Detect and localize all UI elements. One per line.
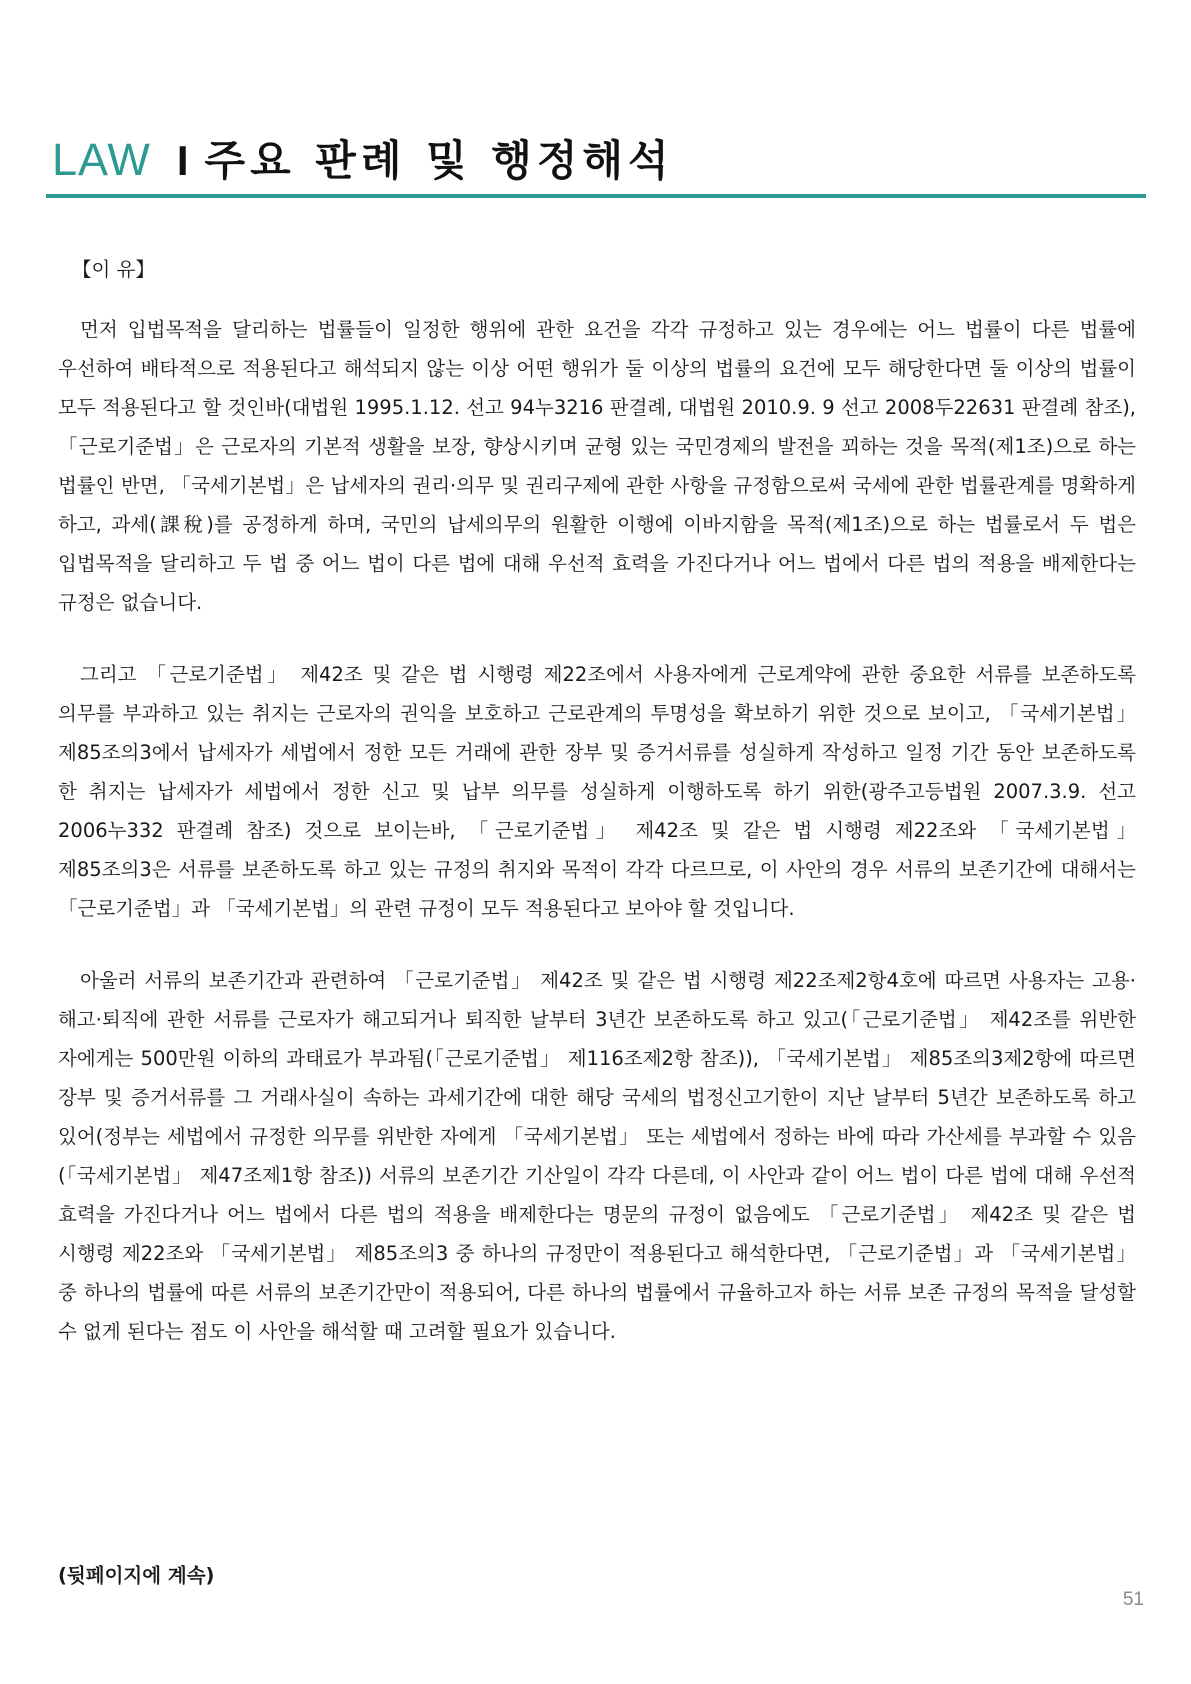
paragraph-1: 먼저 입법목적을 달리하는 법률들이 일정한 행위에 관한 요건을 각각 규정하고 있는 경우에는 어느 법률이 다른 법률에 우선하여 배타적으로 적용된다고 해석되지 않는 이상 어떤 행위가 둘 이상의 법률의 요건에 모두 해당한다면 둘 이상의 법률이 모두 적용된다고 할 것인바(대법원 1995.1.12. 선고 94누3216 판결례, 대법원 2010.9. 9 선고 2008두22631 판결례 참조), 「근로기준법」은 근로자의 기본적 생활을 보장, 향상시키며 균형 있는 국민경제의 발전을 꾀하는 것을 목적(제1조)으로 하는 법률인 반면, 「국세기본법」은 납세자의 권리·의무 및 권리구제에 관한 사항을 규정함으로써 국세에 관한 법률관계를 명확하게 하고, 과세(課稅)를 공정하게 하며, 국민의 납세의무의 원활한 이행에 이바지함을 목적(제1조)으로 하는 법률로서 두 법은 입법목적을 달리하고 두 법 중 어느 법이 다른 법에 대해 우선적 효력을 가진다거나 어느 법에서 다른 법의 적용을 배제한다는 규정은 없습니다. [58,318,1136,614]
reason-heading: 【이 유】 [72,258,155,281]
paragraph-2: 그리고 「근로기준법」 제42조 및 같은 법 시행령 제22조에서 사용자에게 근로계약에 관한 중요한 서류를 보존하도록 의무를 부과하고 있는 취지는 근로자의 권익을 보호하고 근로관계의 투명성을 확보하기 위한 것으로 보이고, 「국세기본법」 제85조의3에서 납세자가 세법에서 정한 모든 거래에 관한 장부 및 증거서류를 성실하게 작성하고 일정 기간 동안 보존하도록 한 취지는 납세자가 세법에서 정한 신고 및 납부 의무를 성실하게 이행하도록 하기 위한(광주고등법원 2007.3.9. 선고 2006누332 판결례 참조) 것으로 보이는바, 「근로기준법」 제42조 및 같은 법 시행령 제22조와 「국세기본법」 제85조의3은 서류를 보존하도록 하고 있는 규정의 취지와 목적이 각각 다르므로, 이 사안의 경우 서류의 보존기간에 대해서는 「근로기준법」과 「국세기본법」의 관련 규정이 모두 적용된다고 보아야 할 것입니다. [58,663,1136,920]
section-label: LAW [52,134,151,185]
header-title-row [52,128,674,188]
header-divider [46,194,1146,198]
page-title: 주요 판례 및 행정해석 [204,136,674,185]
page-header [46,128,1146,196]
page-number: 51 [1122,1589,1144,1610]
title-separator: I [176,137,189,184]
document-body [58,258,1136,1351]
continued-note: (뒷페이지에 계속) [58,1564,215,1587]
paragraph-3: 아울러 서류의 보존기간과 관련하여 「근로기준법」 제42조 및 같은 법 시행령 제22조제2항4호에 따르면 사용자는 고용·해고·퇴직에 관한 서류를 근로자가 해고되거나 퇴직한 날부터 3년간 보존하도록 하고 있고(「근로기준법」 제42조를 위반한 자에게는 500만원 이하의 과태료가 부과됨(「근로기준법」 제116조제2항 참조)), 「국세기본법」 제85조의3제2항에 따르면 장부 및 증거서류를 그 거래사실이 속하는 과세기간에 대한 해당 국세의 법정신고기한이 지난 날부터 5년간 보존하도록 하고 있어(정부는 세법에서 규정한 의무를 위반한 자에게 「국세기본법」 또는 세법에서 정하는 바에 따라 가산세를 부과할 수 있음(「국세기본법」 제47조제1항 참조)) 서류의 보존기간 기산일이 각각 다른데, 이 사안과 같이 어느 법이 다른 법에 대해 우선적 효력을 가진다거나 어느 법에서 다른 법의 적용을 배제한다는 명문의 규정이 없음에도 「근로기준법」 제42조 및 같은 법 시행령 제22조와 「국세기본법」 제85조의3 중 하나의 규정만이 적용된다고 해석한다면, 「근로기준법」과 「국세기본법」 중 하나의 법률에 따른 서류의 보존기간만이 적용되어, 다른 하나의 법률에서 규율하고자 하는 서류 보존 규정의 목적을 달성할 수 없게 된다는 점도 이 사안을 해석할 때 고려할 필요가 있습니다. [58,969,1136,1343]
